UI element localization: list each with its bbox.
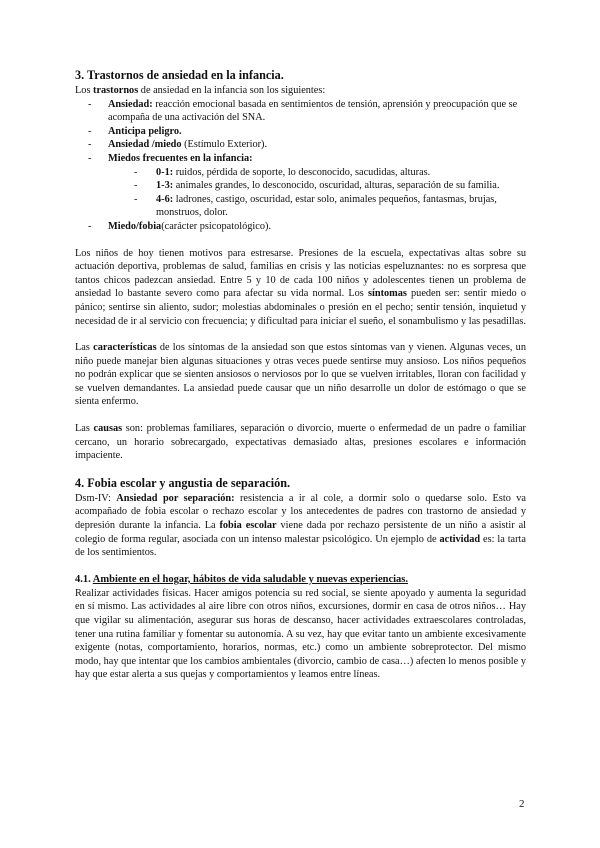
- list-item: - Miedo/fobia(carácter psicopatológico).: [75, 220, 526, 234]
- page-number: 2: [519, 798, 525, 810]
- sublist-item: - 4-6: ladrones, castigo, oscuridad, estar solo, animales pequeños, fantasmas, brujas, monstruos, dolor.: [108, 193, 526, 220]
- list-item: - Ansiedad: reacción emocional basada en sentimientos de tensión, aprensión y preocupación que se acompaña de una activación del SNA.: [75, 98, 526, 125]
- section-3-title: 3. Trastornos de ansiedad en la infancia.: [75, 68, 284, 82]
- sublist-item: - 1-3: animales grandes, lo desconocido, oscuridad, alturas, separación de su familia.: [108, 179, 526, 193]
- section-4-title: 4. Fobia escolar y angustia de separación.: [75, 475, 291, 490]
- section-3-intro: Los trastornos de ansiedad en la infancia son los siguientes:: [75, 85, 326, 96]
- section-4-1-title: 4.1. Ambiente en el hogar, hábitos de vida saludable y nuevas experiencias.: [75, 573, 409, 585]
- paragraph-symptoms: Los niños de hoy tienen motivos para estresarse. Presiones de la escuela, expectativas altas sobre su actuación deportiva, problemas de salud, familias en crisis y las noticias espeluznantes: no es sorpresa que tantos chicos padezcan ansiedad. Entre 5 y 10 de cada 100 niños y adolescentes tienen un problema de ansiedad lo bastante severo como para afectar su vida normal. Los síntomas pueden ser: sentir miedo o pánico; sentirse sin aliento, sudor; molestias abdominales o presión en el pecho; sentir tensión, inquietud y necesidad de ir al servicio con frecuencia; y dificultad para iniciar el sueño, el sonambulismo y las pesadillas.: [75, 247, 526, 327]
- list-item: - Anticipa peligro.: [75, 125, 526, 139]
- list-item: - Ansiedad /miedo (Estímulo Exterior).: [75, 138, 526, 152]
- paragraph-home-environment: Realizar actividades físicas. Hacer amigos potencia su red social, se siente apoyado y aumenta la seguridad en sí mismo. Las actividades al aire libre con otros niños, excursiones, dormir en casa de otros niños… Hay que vigilar su alimentación, asegurar sus horas de descanso, hacer actividades extraescolares controladas, tener una rutina familiar y fomentar su autonomía. A su vez, hay que evitar tanto un ambiente excesivamente exigente (notas, comportamiento, horarios, normas, etc.) como un ambiente sobreprotector. Del mismo modo, hay que intentar que los cambios ambientales (divorcio, cambio de casa…) afecten lo menos posible y hay que estar alerta a sus quejas y comportamientos y leamos entre líneas.: [75, 587, 526, 681]
- list-item: - Miedos frecuentes en la infancia: - 0-1: ruidos, pérdida de soporte, lo desconocido, sacudidas, alturas. - 1-3: animales grandes, lo desconocido, oscuridad, alturas, separación de su familia. - 4-6: ladrones, castigo, oscuridad, estar solo, animales pequeños, fantasmas, brujas, monstruos, dolor.: [75, 152, 526, 220]
- paragraph-separation-anxiety: Dsm-IV: Ansiedad por separación: resistencia a ir al cole, a dormir solo o quedarse solo. Esto va acompañado de fobia escolar o rechazo escolar y los antecedentes de padres con trastorno de ansiedad y depresión durante la infancia. La fobia escolar viene dada por rechazo persistente de un niño a asistir al colegio de forma regular, asociada con un intenso malestar psicológico. Un ejemplo de actividad es: la tarta de los sentimientos.: [75, 492, 527, 559]
- paragraph-characteristics: Las características de los síntomas de la ansiedad son que estos síntomas van y vienen. Algunas veces, un niño puede manejar bien algunas situaciones y otras veces puede sentirse muy ansioso. Los niños pequeños no podrán explicar que se sienten ansiosos o nerviosos por lo que se vuelven irritables, lloran con facilidad y se vuelven demandantes. La ansiedad puede causar que un niño desarrolle un dolor de estómago o que se sienta enfermo.: [75, 342, 526, 408]
- sublist-item: - 0-1: ruidos, pérdida de soporte, lo desconocido, sacudidas, alturas.: [108, 166, 526, 180]
- paragraph-causes: Las causas son: problemas familiares, separación o divorcio, muerte o enfermedad de un padre o familiar cercano, un horario sobrecargado, expectativas demasiado altas, presiones escolares e información impaciente.: [75, 423, 526, 462]
- fears-sublist: [108, 166, 526, 220]
- document-page: [75, 68, 526, 682]
- anxiety-list: [75, 98, 526, 234]
